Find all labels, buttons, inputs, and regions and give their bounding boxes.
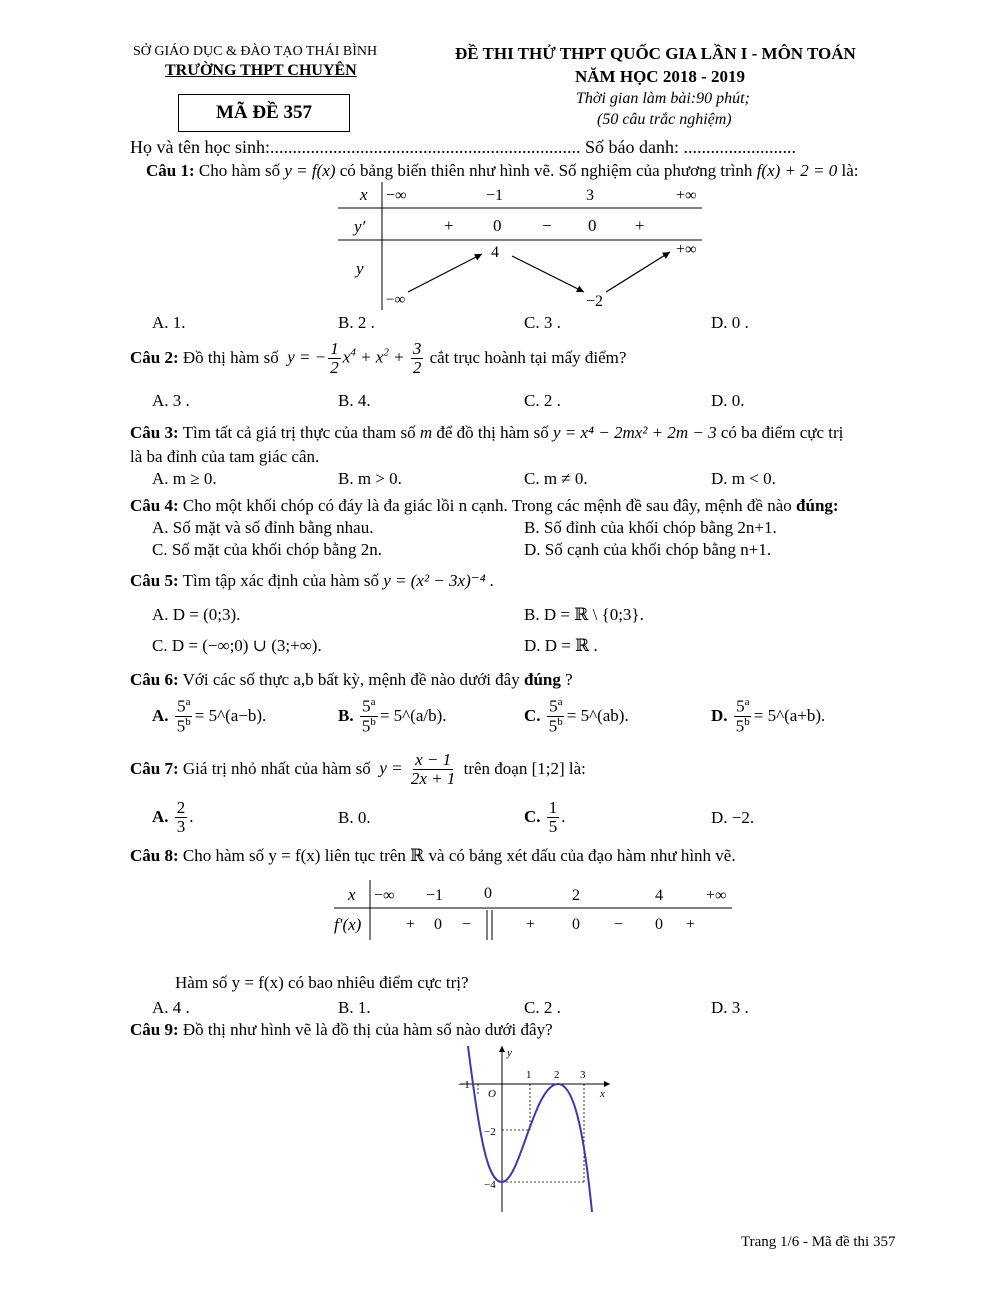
answer-a[interactable]: A. 3 . <box>152 391 190 410</box>
question-label: Câu 8: <box>130 846 179 865</box>
sign: + <box>526 916 536 933</box>
function-graph <box>450 1042 620 1217</box>
answer-c[interactable]: C. $\frac{5^a}{5^b}$ = 5^(ab). <box>524 696 629 736</box>
answer-b[interactable]: B. $\frac{5^a}{5^b}$ = 5^(a/b). <box>338 696 447 736</box>
math-expression: y = − $\frac{1}{2}$ $x^4 + x^2$ + $\frac{3}{2}$ <box>287 339 422 377</box>
answer-c[interactable]: C. m ≠ 0. <box>524 469 588 488</box>
tick-label: 2 <box>554 1069 560 1081</box>
decreasing-arrow <box>512 256 584 292</box>
x-value: −1 <box>426 887 444 904</box>
sign: + <box>406 916 416 933</box>
variation-table <box>330 180 710 312</box>
exam-time: Thời gian làm bài:90 phút; <box>576 90 750 107</box>
answer-b[interactable]: B. 0. <box>338 808 371 827</box>
answer-d[interactable]: D. Số cạnh của khối chóp bằng n+1. <box>524 540 772 559</box>
question-text: Cho hàm số <box>198 161 281 180</box>
question-6 <box>130 670 573 690</box>
sign: − <box>462 916 472 933</box>
fprime-label: f′(x) <box>334 915 362 934</box>
question-7 <box>130 751 586 788</box>
question-text: Tìm tập xác định của hàm số <box>182 571 379 590</box>
question-1 <box>146 161 858 181</box>
answer-a[interactable]: A. $\frac{2}{3}$ . <box>152 798 194 836</box>
question-text: ? <box>565 670 573 689</box>
answer-d[interactable]: D. 0 . <box>711 313 749 332</box>
answer-c[interactable]: C. Số mặt của khối chóp bằng 2n. <box>152 540 382 559</box>
answer-a[interactable]: A. 1. <box>152 313 186 332</box>
y-value: +∞ <box>676 241 697 258</box>
question-9 <box>130 1020 553 1040</box>
answer-a[interactable]: A. 4 . <box>152 998 190 1017</box>
exam-code-box: MÃ ĐỀ 357 <box>178 94 350 132</box>
answer-c[interactable]: C. D = (−∞;0) ∪ (3;+∞). <box>152 636 322 655</box>
answer-c[interactable]: C. 2 . <box>524 998 561 1017</box>
tick-label: 1 <box>526 1069 532 1081</box>
x-label: x <box>360 185 368 204</box>
question-3: Câu 3: Tìm tất cả giá trị thực của tham số m để đồ thị hàm số y = x⁴ − 2mx² + 2m − 3 có ba điểm cực trị <box>130 423 844 442</box>
answer-d[interactable]: D. D = ℝ . <box>524 636 598 655</box>
answer-a[interactable]: A. Số mặt và số đỉnh bằng nhau. <box>152 518 374 537</box>
question-label: Câu 4: <box>130 496 179 515</box>
x-value: 4 <box>655 887 663 904</box>
question-label: Câu 7: <box>130 759 179 779</box>
question-text: là ba đỉnh của tam giác cân. <box>130 447 320 466</box>
x-value: 3 <box>586 187 594 204</box>
school-name: TRƯỜNG THPT CHUYÊN <box>165 62 357 79</box>
question-text: trên đoạn <box>463 759 528 779</box>
sign: 0 <box>572 916 580 933</box>
x-value: −∞ <box>374 887 395 904</box>
math-expression: f(x) + 2 = 0 <box>756 161 838 180</box>
question-text: có ba điểm cực trị <box>720 423 844 442</box>
answer-d[interactable]: D. 0. <box>711 391 745 410</box>
exam-title: ĐỀ THI THỬ THPT QUỐC GIA LẦN I - MÔN TOÁN <box>455 44 856 63</box>
x-label: x <box>348 885 356 904</box>
increasing-arrow <box>606 252 670 292</box>
answer-c[interactable]: C. 3 . <box>524 313 561 332</box>
answer-b[interactable]: B. D = ℝ \ {0;3}. <box>524 605 644 624</box>
answer-b[interactable]: B. Số đỉnh của khối chóp bằng 2n+1. <box>524 518 777 537</box>
increasing-arrow <box>408 254 482 292</box>
yprime-label: y′ <box>354 217 366 236</box>
y-axis-label: y <box>507 1047 512 1059</box>
y-value: −2 <box>586 293 604 310</box>
x-value: −1 <box>486 187 504 204</box>
tick-label: 3 <box>580 1069 586 1081</box>
sign: − <box>614 916 624 933</box>
answer-d[interactable]: D. $\frac{5^a}{5^b}$ = 5^(a+b). <box>711 696 826 736</box>
question-4 <box>130 496 839 516</box>
question-text: Với các số thực a,b bất kỳ, mệnh đề nào dưới đây <box>182 670 520 689</box>
question-text: Cho hàm số y = f(x) liên tục trên ℝ và có bảng xét dấu của đạo hàm như hình vẽ. <box>182 846 736 865</box>
question-text: có bảng biến thiên như hình vẽ. Số nghiệm của phương trình <box>339 161 753 180</box>
answer-b[interactable]: B. 4. <box>338 391 371 410</box>
math-expression: [1;2] <box>531 759 565 779</box>
question-text: Đồ thị như hình vẽ là đồ thị của hàm số nào dưới đây? <box>182 1020 553 1039</box>
x-value: +∞ <box>676 187 697 204</box>
answer-b[interactable]: B. 2 . <box>338 313 375 332</box>
question-8 <box>130 846 736 866</box>
sign: + <box>444 216 454 235</box>
sign: 0 <box>434 916 442 933</box>
answer-a[interactable]: A. D = (0;3). <box>152 605 241 624</box>
question-emphasis: đúng <box>523 670 561 689</box>
sign: + <box>635 216 645 235</box>
question-label: Câu 9: <box>130 1020 179 1039</box>
question-text: Cho một khối chóp có đáy là đa giác lồi n cạnh. Trong các mệnh đề sau đây, mệnh đề nào <box>182 496 792 515</box>
question-label: Câu 5: <box>130 571 179 590</box>
answer-d[interactable]: D. m < 0. <box>711 469 776 488</box>
question-text: là: <box>568 759 586 779</box>
question-text: là: <box>841 161 859 180</box>
department-name: SỞ GIÁO DỤC & ĐÀO TẠO THÁI BÌNH <box>133 44 378 59</box>
question-count: (50 câu trắc nghiệm) <box>597 111 732 128</box>
question-text: Tìm tất cả giá trị thực của tham số <box>182 423 416 442</box>
question-label: Câu 6: <box>130 670 179 689</box>
answer-c[interactable]: C. $\frac{1}{5}$ . <box>524 798 566 836</box>
answer-b[interactable]: B. 1. <box>338 998 371 1017</box>
question-label: Câu 2: <box>130 348 179 368</box>
math-expression: y = x⁴ − 2mx² + 2m − 3 <box>553 423 717 442</box>
answer-d[interactable]: D. −2. <box>711 808 755 827</box>
question-text: Đồ thị hàm số <box>182 348 279 368</box>
question-5 <box>130 571 494 591</box>
answer-d[interactable]: D. 3 . <box>711 998 749 1017</box>
question-label: Câu 3: <box>130 423 179 442</box>
sign: + <box>686 916 696 933</box>
question-text: cắt trục hoành tại mấy điểm? <box>429 348 627 368</box>
question-emphasis: đúng: <box>796 496 839 515</box>
answer-a[interactable]: A. $\frac{5^a}{5^b}$ = 5^(a−b). <box>152 696 267 736</box>
sign: 0 <box>588 216 597 235</box>
math-expression: y = f(x) <box>284 161 336 180</box>
sign: 0 <box>655 916 663 933</box>
origin-label: O <box>488 1088 496 1100</box>
x-value: −∞ <box>386 187 407 204</box>
sign: 0 <box>493 216 502 235</box>
y-label: y <box>356 259 364 278</box>
school-year: NĂM HỌC 2018 - 2019 <box>575 67 745 86</box>
answer-b[interactable]: B. m > 0. <box>338 469 402 488</box>
sign: − <box>542 216 552 235</box>
tick-label: −1 <box>458 1079 470 1091</box>
answer-c[interactable]: C. 2 . <box>524 391 561 410</box>
math-expression: y = (x² − 3x)⁻⁴ . <box>383 571 495 590</box>
student-info-line: Họ và tên học sinh:..................................................................... Số báo danh: ......................... <box>130 137 796 157</box>
question-text: Giá trị nhỏ nhất của hàm số <box>182 759 371 779</box>
answer-a[interactable]: A. m ≥ 0. <box>152 469 217 488</box>
tick-label: −4 <box>484 1179 496 1191</box>
question-label: Câu 1: <box>146 161 195 180</box>
math-expression: y = $\frac{x - 1}{2x + 1}$ <box>379 750 456 788</box>
question-text: để đồ thị hàm số <box>436 423 549 442</box>
tick-label: −2 <box>484 1126 496 1138</box>
x-value: 0 <box>484 885 492 902</box>
page-footer: Trang 1/6 - Mã đề thi 357 <box>741 1234 896 1250</box>
y-value: −∞ <box>386 292 406 308</box>
x-value: +∞ <box>706 887 727 904</box>
question-text: Hàm số y = f(x) có bao nhiêu điểm cực trị? <box>175 973 469 992</box>
x-value: 2 <box>572 887 580 904</box>
y-value: 4 <box>491 244 499 261</box>
x-axis-label: x <box>600 1088 605 1100</box>
sign-table <box>330 878 740 944</box>
question-2 <box>130 340 626 377</box>
